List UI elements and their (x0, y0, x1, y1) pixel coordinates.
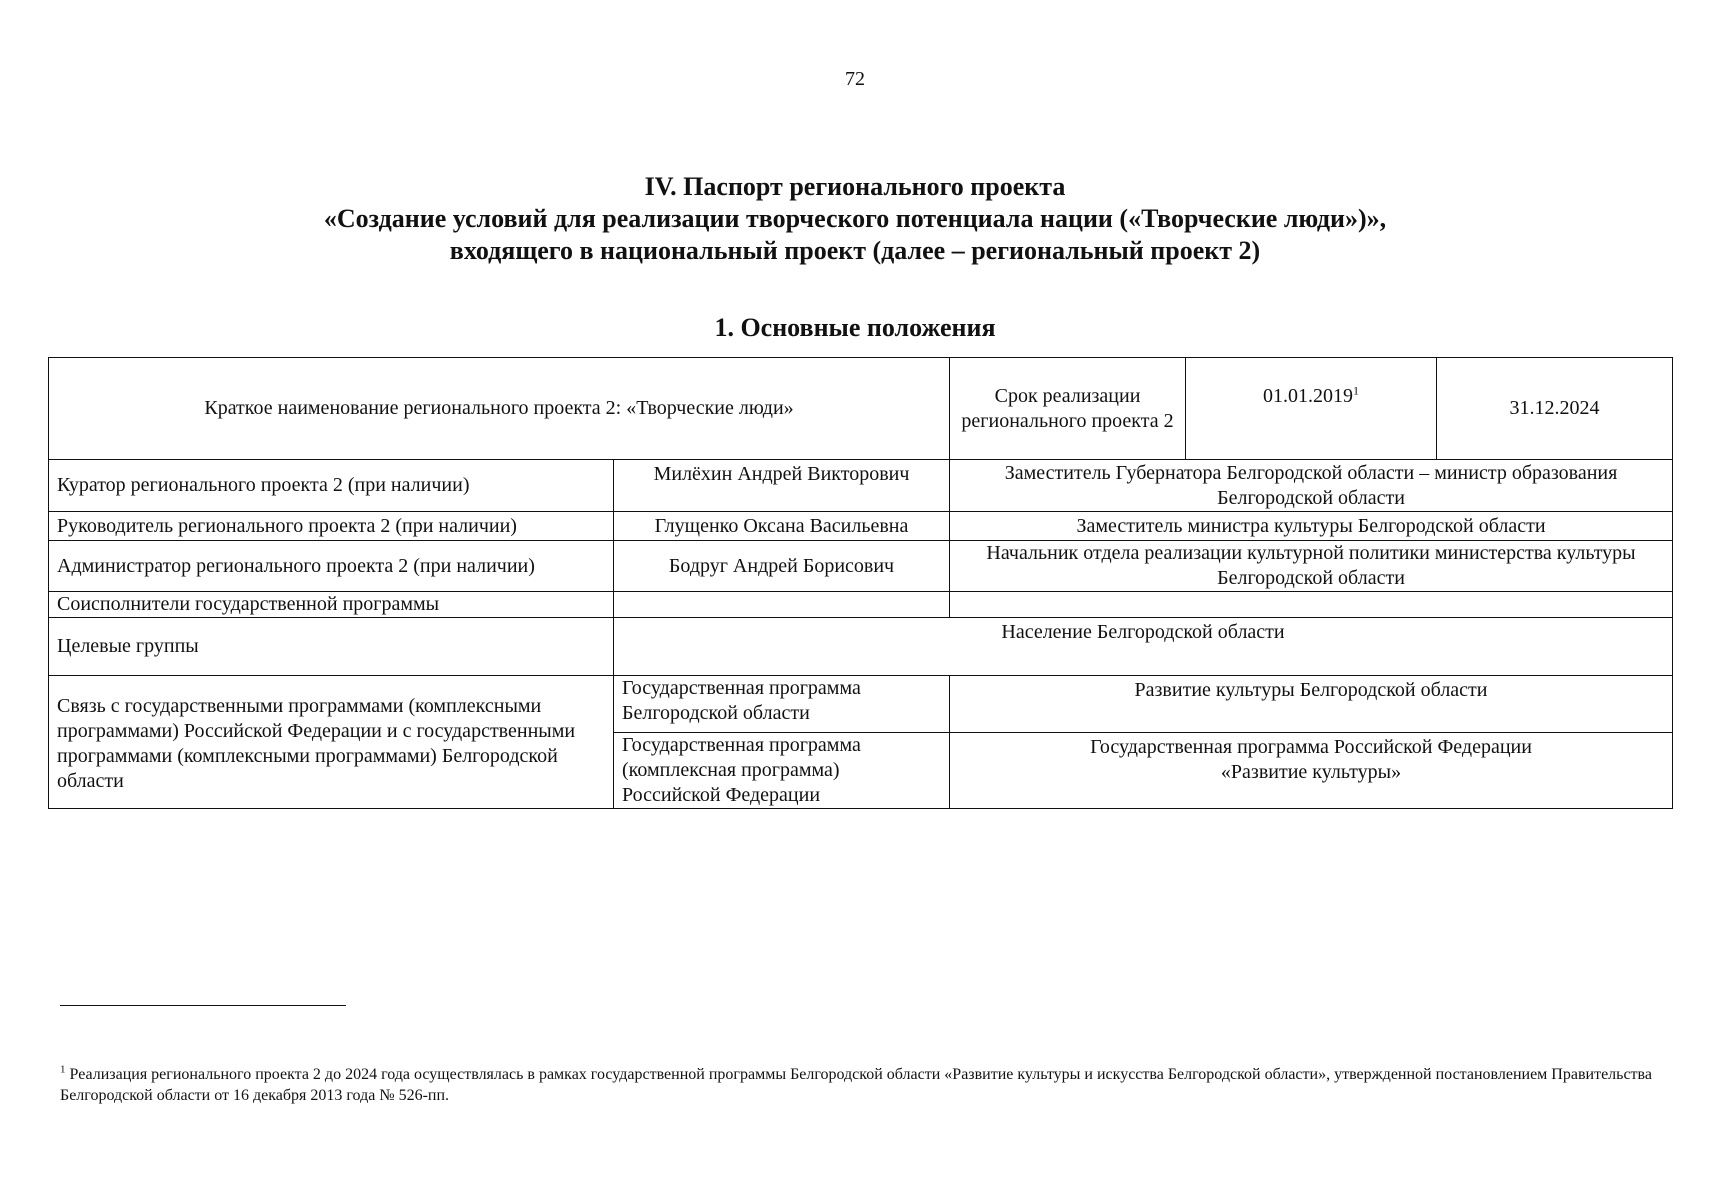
co-executors-position (950, 592, 1673, 618)
document-title (0, 171, 1710, 267)
title-line-2: «Создание условий для реализации творческого потенциала нации («Творческие люди»)», (323, 204, 1387, 233)
footnote-mark: 1 (1353, 383, 1360, 398)
start-date-cell (1186, 358, 1437, 460)
table-row (49, 541, 1673, 592)
footnote-number: 1 (60, 1063, 66, 1076)
head-position: Заместитель министра культуры Белгородской области (950, 512, 1673, 541)
table-row (49, 358, 1673, 460)
curator-name: Милёхин Андрей Викторович (614, 460, 950, 512)
head-label: Руководитель регионального проекта 2 (при наличии) (49, 512, 614, 541)
co-executors-label: Соисполнители государственной программы (49, 592, 614, 618)
page-number: 72 (845, 68, 865, 90)
end-date-cell: 31.12.2024 (1437, 358, 1673, 460)
head-name: Глущенко Оксана Васильевна (614, 512, 950, 541)
administrator-name: Бодруг Андрей Борисович (614, 541, 950, 592)
federal-program-value: Государственная программа Российской Федерации «Развитие культуры» (950, 733, 1673, 809)
table-row (49, 512, 1673, 541)
federal-program-label: Государственная программа (комплексная программа) Российской Федерации (614, 733, 950, 809)
table-row (49, 676, 1673, 733)
section-heading: 1. Основные положения (714, 313, 996, 342)
administrator-position: Начальник отдела реализации культурной политики министерства культуры Белгородской области (950, 541, 1673, 592)
links-label: Связь с государственными программами (комплексными программами) Российской Федерации и с государственными программами (комплексными программами) Белгородской области (49, 676, 614, 809)
title-line-3: входящего в национальный проект (далее – региональный проект 2) (449, 236, 1261, 265)
term-label-cell: Срок реализации регионального проекта 2 (950, 358, 1186, 460)
regional-program-value: Развитие культуры Белгородской области (950, 676, 1673, 733)
target-groups-label: Целевые группы (49, 618, 614, 676)
table-row (49, 618, 1673, 676)
footnote-separator (60, 1005, 346, 1006)
start-date: 01.01.2019 (1263, 385, 1354, 407)
table-row (49, 460, 1673, 512)
project-passport-table (48, 357, 1673, 809)
co-executors-name (614, 592, 950, 618)
title-line-1: IV. Паспорт регионального проекта (644, 172, 1066, 201)
footnote-text: Реализация регионального проекта 2 до 2024 года осуществлялась в рамках государственной программы Белгородской области «Развитие культуры и искусства Белгородской области», утвержденной постановлением Правительства Белгородской области от 16 декабря 2013 года № 526-пп. (60, 1066, 1652, 1104)
target-groups-value: Население Белгородской области (614, 618, 1673, 676)
table-row (49, 592, 1673, 618)
curator-position: Заместитель Губернатора Белгородской области – министр образования Белгородской области (950, 460, 1673, 512)
footnote (60, 1064, 1660, 1106)
curator-label: Куратор регионального проекта 2 (при наличии) (49, 460, 614, 512)
administrator-label: Администратор регионального проекта 2 (при наличии) (49, 541, 614, 592)
regional-program-label: Государственная программа Белгородской области (614, 676, 950, 733)
short-name-cell: Краткое наименование регионального проекта 2: «Творческие люди» (49, 358, 950, 460)
